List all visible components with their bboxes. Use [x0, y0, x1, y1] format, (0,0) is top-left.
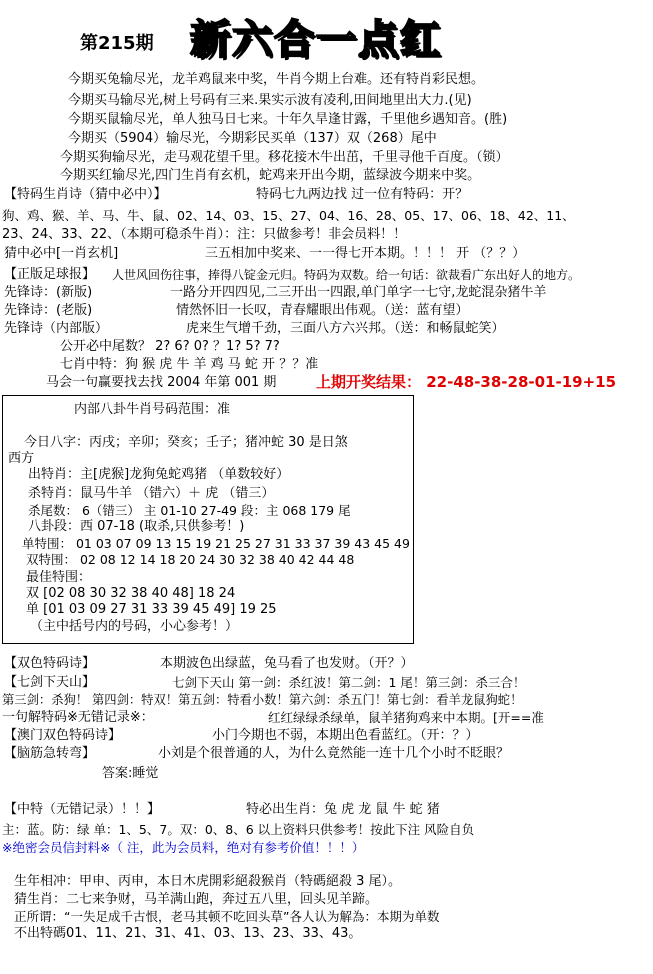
naojin-header: 【脑筋急转弯】 [4, 746, 96, 761]
guess-hint: 三五相加中奖来、一一得七开本期。！！！ 开 （？？） [205, 246, 526, 261]
zhongte-header: 【中特（无错记录）！！】 [4, 802, 161, 817]
box-dante: 单特围： 01 03 07 09 13 15 19 21 25 27 31 33 37 39 43 45 49 [22, 536, 410, 551]
page-title-logo: 新六合一点红 [190, 17, 442, 63]
qijian-header: 【七剑下天山】 [4, 675, 96, 690]
poem-line: 今期买兔输尽光，龙羊鸡鼠来中奖，牛肖今期上台难。还有特肖彩民想。 [68, 72, 485, 87]
box-bagua: 八卦段：西 07-18 (取杀,只供参考！) [28, 519, 245, 534]
xianfeng-label: 先锋诗：(老版) [4, 303, 93, 318]
footer-line: 正所谓：“一失足成千古恨，老马其顿不吃回头草”各人认为解為：本期为单数 [14, 909, 440, 924]
qixiao-zhongte: 七肖中特：狗 猴 虎 牛 羊 鸡 马 蛇 开 ？？准 [60, 357, 319, 372]
zhengban-header: 【正版足球报】 [4, 267, 96, 282]
last-result: 上期开奖结果： 22-48-38-28-01-19+15 [316, 373, 617, 391]
gongkai-tail: 公开必中尾数？ 2? 6? 0? ？1? 5? 7? [60, 339, 280, 354]
aomen-header: 【澳门双色特码诗】 [4, 728, 122, 743]
tema-poem-hint: 特码七九两边找 过一位有特码：开？ [256, 187, 469, 202]
mahui-line: 马会一句赢要找去找 2004 年第 001 期 [46, 375, 277, 390]
naojin-answer: 答案:睡觉 [102, 766, 159, 781]
naojin-question: 小刘是个很普通的人，为什么竟然能一连十几个小时不眨眼？ [158, 746, 510, 761]
poem-line: 今期买狗输尽光，走马观花望千里。移花接木牛出茁，千里寻他千百度。（锁） [60, 150, 509, 165]
qijian-line2: 第三剑：杀狗！ 第四剑：特双！第五剑：特看小数！第六剑：杀五门！第七剑：看羊龙鼠狗蛇！ [2, 693, 523, 707]
footer-line: 猜生肖：二七来争财，马羊满山跑，奔过五八里，回头见羊蹄。 [14, 892, 379, 907]
poem-line: 今期买红输尽光,四门生肖有玄机，蛇鸡来开出今期，蓝绿波今期来中奖。 [60, 168, 481, 183]
zhengban-text: 人世风回伤往事，捧得八锭金元归。特码为双数。给一句话：欲裁看广东出好人的地方。 [112, 268, 581, 282]
zhongte-member-note: ※绝密会员信封料※（ 注，此为会员料，绝对有参考价值！！！） [2, 840, 365, 855]
xianfeng-text: 一路分开四四见,二三开出一四跟,单门单字一七守,龙蛇混杂猪牛羊 [170, 285, 547, 300]
poem-line: 今期买（5904）输尽光，今期彩民买单（137）双（268）尾中 [68, 131, 437, 146]
footer-line: 不出特碼01、11、21、31、41、03、13、23、33、43。 [14, 926, 362, 941]
qijian-line1: 七剑下天山 第一剑：杀红波！第二剑：1 尾！第三剑：杀三合！ [172, 675, 526, 690]
box-direction: 西方 [8, 451, 35, 466]
zhongte-text: 特必出生肖：兔 虎 龙 鼠 牛 蛇 猪 [246, 802, 440, 817]
yiju-text: 红红绿绿杀绿单，鼠羊猪狗鸡来中本期。[开==准 [268, 710, 544, 725]
box-dan: 单 [01 03 09 27 31 33 39 45 49] 19 25 [26, 602, 277, 617]
shuangse-text: 本期波色出绿蓝，兔马看了也发财。（开？） [160, 656, 414, 671]
xianfeng-label: 先锋诗：(新版) [4, 285, 93, 300]
xianfeng-text: 情然怀旧一长叹，青春耀眼出伟观。（送：蓝有望） [176, 303, 469, 318]
xianfeng-label: 先锋诗（内部版） [4, 321, 109, 336]
box-shaweishu: 杀尾数： 6（错三） 主 01-10 27-49 段：主 068 179 尾 [28, 503, 351, 518]
guess-label: 猜中必中[一肖玄机] [4, 246, 119, 261]
tema-numbers: 23、24、33、22、（本期可稳杀牛肖）：注：只做参考！非会员料！！ [2, 227, 407, 242]
footer-line: 生年相冲：甲申、丙申，本日木虎開彩絕殺猴肖（特碼絕殺 3 尾）。 [14, 874, 402, 889]
aomen-text: 小门今期也不弱，本期出色看蓝红。（开：？） [212, 728, 479, 743]
box-shuangte: 双特围： 02 08 12 14 18 20 24 30 32 38 40 42 44 48 [26, 552, 355, 567]
box-shuang: 双 [02 08 30 32 38 40 48] 18 24 [26, 586, 236, 601]
box-chutexiao: 出特肖：主[虎猴]龙狗兔蛇鸡猪 （单数较好） [28, 467, 290, 482]
yiju-label: 一句解特码※无错记录※： [2, 710, 154, 725]
poem-line: 今期买马输尽光,树上号码有三来.果实示波有凌利,田间地里出大力.(见) [68, 93, 472, 108]
box-shatexiao: 杀特肖：鼠马牛羊 （错六）＋ 虎 （错三） [28, 486, 275, 501]
shuangse-header: 【双色特码诗】 [4, 656, 96, 671]
box-title: 内部八卦牛肖号码范围：准 [74, 402, 231, 417]
xianfeng-text: 虎来生气增千劲，三面八方六兴邦。（送：和畅鼠蛇笑） [186, 321, 505, 336]
issue-number: 第215期 [80, 33, 154, 54]
poem-line: 今期买鼠输尽光，单人独马日七来。十年久旱逢甘露，千里他乡遇知音。(胜) [68, 112, 508, 127]
box-bazi: 今日八字：丙戌；辛卯；癸亥；壬子；猪冲蛇 30 是日煞 [24, 435, 348, 450]
zhongte-line2: 主：蓝。防：绿 单：1、5、7。双：0、8、6 以上资料只供参考！按此下注 风险自负 [2, 822, 475, 837]
tema-animals: 狗、鸡、猴、羊、马、牛、鼠、02、14、03、15、27、04、16、28、05、17、06、18、42、11、 [2, 208, 575, 223]
box-note: （主中括号内的号码，小心参考！） [30, 619, 239, 634]
tema-poem-header: 【特码生肖诗（猜中必中）】 [4, 187, 167, 202]
box-zuijia: 最佳特围： [26, 570, 92, 585]
